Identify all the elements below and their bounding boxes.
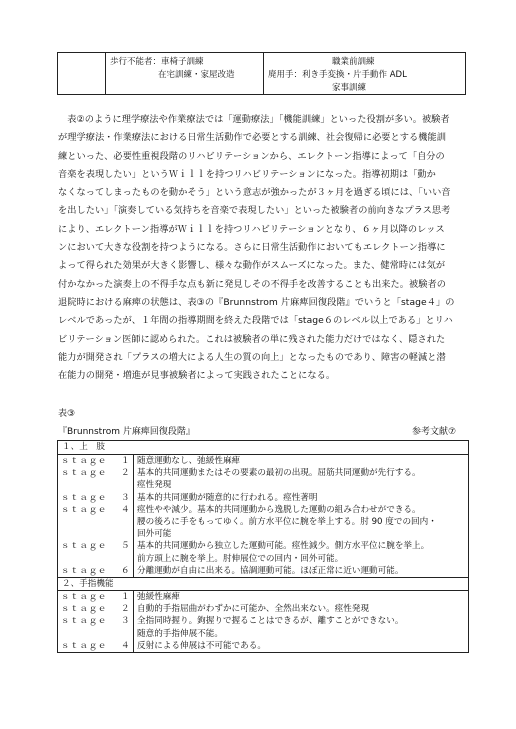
- stage-row: [58, 553, 468, 565]
- stage-description: 反射による伸展は不可能である。: [137, 640, 266, 651]
- paragraph-line: が理学療法・作業療法における日常生活動作で必要とする訓練、社会復帰に必要とする機能訓: [58, 132, 446, 144]
- body-paragraph: [58, 111, 470, 385]
- stage-word: ｓｔａｇｅ: [61, 541, 107, 552]
- stage-row: [58, 540, 468, 552]
- paragraph-line: を出したい」「演奏している気持ちを音楽で表現したい」といった被験者の前向きなプラス思考: [58, 205, 451, 217]
- table-cell-vocational: [264, 53, 465, 94]
- upper-limb-rows: [58, 455, 468, 577]
- table-title: 『Brunnstrom 片麻痺回復段階』: [58, 427, 195, 437]
- stage-description: 前方頭上に腕を挙上。肘伸展位での回内・回外可能。: [137, 553, 344, 564]
- stage-label-cell: [58, 467, 134, 479]
- stage-number: ２: [121, 604, 131, 615]
- stage-description: 随意的手指伸展不能。: [137, 628, 223, 639]
- stage-row: [58, 615, 468, 627]
- stage-description: 自動的手指屈曲がわずかに可能か、全然出来ない。痙性発現: [137, 604, 370, 615]
- stage-label-cell: [58, 565, 134, 577]
- brunnstrom-stage-table: [57, 440, 469, 653]
- stage-number: ６: [121, 565, 131, 576]
- stage-word: ｓｔａｇｅ: [61, 640, 107, 651]
- stage-label-cell: [58, 591, 134, 603]
- stage-row: [58, 467, 468, 479]
- stage-number: ５: [121, 541, 131, 552]
- stage-description: 回外可能: [137, 529, 172, 540]
- stage-label-cell: [58, 640, 134, 652]
- stage-description: 基本的共同運動から独立した運動可能。痙性減少。側方水平位に腕を挙上。: [137, 541, 430, 552]
- stage-row: [58, 603, 468, 615]
- paragraph-line: 練といった、必要性重視段階のリハビリテーションから、エレクトーン指導によって「自分の: [58, 150, 445, 162]
- stage-description: 痙性発現: [137, 480, 172, 491]
- paragraph-line: 退院時における麻痺の状態は、表③の『Brunnstrom 片麻痺回復段階』でいうと「stage４」の: [58, 296, 455, 308]
- stage-label-cell: [58, 492, 134, 504]
- paragraph-line: 在能力の開発・増進が見事被験者によって実践されたことになる。: [58, 370, 336, 382]
- stage-number: １: [121, 592, 131, 603]
- paragraph-line: 表②のように理学療法や作業療法では「運動療法」「機能訓練」といった役割が多い。被験者: [58, 114, 450, 125]
- stage-number: ４: [121, 504, 131, 515]
- stage-description: 痙性やや減少。基本的共同運動から逸脱した運動の組み合わせができる。: [137, 504, 421, 515]
- stage-row: [58, 492, 468, 504]
- stage-row: [58, 479, 468, 491]
- stage-description: 全指同時握り。鉤握りで握ることはできるが、離すことができない。: [137, 616, 404, 627]
- stage-word: ｓｔａｇｅ: [61, 592, 107, 603]
- table-label: 表③: [58, 409, 76, 419]
- table-cell-training: [106, 53, 264, 94]
- stage-row: [58, 565, 468, 577]
- stage-word: ｓｔａｇｅ: [61, 456, 107, 466]
- stage-word: ｓｔａｇｅ: [61, 492, 107, 503]
- cell-text-line: 在宅訓練・家屋改造: [158, 70, 235, 80]
- stage-description: 分離運動が自由に出来る。協調運動可能。ほぼ正常に近い運動可能。: [137, 565, 404, 576]
- stage-label-cell: [58, 479, 134, 491]
- cell-text-line: 家事訓練: [332, 83, 367, 93]
- paragraph-line: ビリテーション医師に認められた。これは被験者の単に残された能力だけではなく、隠された: [58, 333, 446, 345]
- paragraph-line: 能力が開発され「プラスの増大による人生の質の向上」となったものであり、障害の軽減と潜: [58, 351, 446, 363]
- stage-number: ２: [121, 468, 131, 479]
- stage-row: [58, 504, 468, 516]
- stage-row: [58, 640, 468, 652]
- stage-label-cell: [58, 455, 134, 467]
- stage-description: 基本的共同運動が随意的に行われる。痙性著明: [137, 492, 318, 503]
- paragraph-line: よって得られた効果が大きく影響し、様々な動作がスムーズになった。また、健常時には気が: [58, 260, 446, 272]
- stage-number: ３: [121, 492, 131, 503]
- therapy-table-fragment: [57, 52, 466, 95]
- stage-description: 弛緩性麻痺: [137, 592, 180, 603]
- stage-word: ｓｔａｇｅ: [61, 468, 107, 479]
- stage-row: [58, 528, 468, 540]
- section-finger-function-title: ２、手指機能: [58, 577, 468, 591]
- finger-function-rows: [58, 591, 468, 652]
- stage-description: 腰の後ろに手をもってゆく。前方水平位に腕を挙上する。肘 90 度での回内・: [137, 517, 437, 528]
- stage-label-cell: [58, 528, 134, 540]
- stage-label-cell: [58, 504, 134, 516]
- stage-label-cell: [58, 553, 134, 565]
- cell-text-line: 職業前訓練: [332, 57, 375, 67]
- stage-label-cell: [58, 628, 134, 640]
- stage-row: [58, 516, 468, 528]
- reference-note: 参考文献⑦: [412, 427, 457, 437]
- stage-description: 随意運動なし、弛緩性麻痺: [137, 456, 241, 466]
- stage-label-cell: [58, 615, 134, 627]
- stage-number: ４: [121, 640, 131, 651]
- paragraph-line: 音楽を表現したい」というＷｉｌｌを持つリハビリテーションになった。指導初期は「動か: [58, 168, 436, 180]
- stage-number: ３: [121, 616, 131, 627]
- stage-word: ｓｔａｇｅ: [61, 565, 107, 576]
- stage-number: １: [121, 456, 131, 466]
- stage-word: ｓｔａｇｅ: [61, 604, 107, 615]
- stage-row: [58, 591, 468, 603]
- paragraph-line: により、エレクトーン指導がＷｉｌｌを持つリハビリテーションとなり、６ヶ月以降のレッス: [58, 223, 445, 235]
- section-upper-limb-title: １、上 肢: [58, 441, 468, 455]
- table-empty-cell: [58, 53, 106, 94]
- paragraph-line: 付かなかった演奏上の不得手な点も新に発見しその不得手を改善することも出来た。被験者の: [58, 278, 446, 290]
- stage-word: ｓｔａｇｅ: [61, 616, 107, 627]
- stage-label-cell: [58, 516, 134, 528]
- paragraph-line: なくなってしまったものを動かそう」という意志が強かったが３ヶ月を過ぎる頃には、「いい音: [58, 187, 451, 199]
- stage-row: [58, 455, 468, 467]
- paragraph-line: レベルであったが、１年間の指導期間を終えた段階では「stage６のレベル以上である」とリハ: [58, 315, 453, 327]
- cell-text-line: 歩行不能者：車椅子訓練: [110, 57, 204, 67]
- cell-text-line: 廃用手：利き手変換・片手動作 ADL: [268, 70, 407, 80]
- paragraph-line: ンにおいて大きな役割を持つようになる。さらに日常生活動作においてもエレクトーン指導に: [58, 242, 446, 254]
- stage-description: 基本的共同運動またはその要素の最初の出現。屈筋共同運動が先行する。: [137, 468, 421, 479]
- stage-row: [58, 628, 468, 640]
- stage-word: ｓｔａｇｅ: [61, 504, 107, 515]
- stage-label-cell: [58, 603, 134, 615]
- stage-label-cell: [58, 540, 134, 552]
